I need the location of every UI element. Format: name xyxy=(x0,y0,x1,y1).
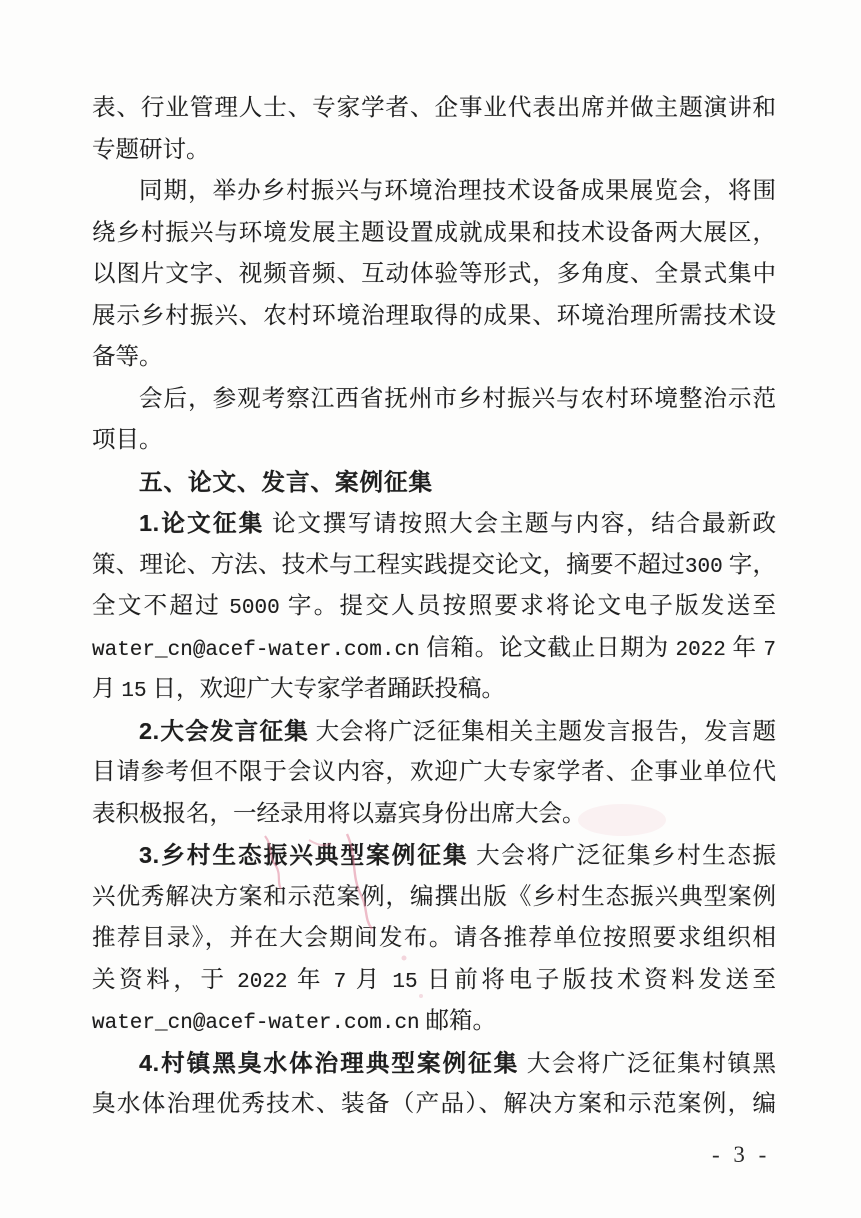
text-line xyxy=(92,171,776,213)
body-text: 日前将电子版技术资料发送至 xyxy=(417,966,777,993)
text-line xyxy=(92,254,776,296)
text-line xyxy=(92,835,776,877)
body-text: 月 xyxy=(346,966,393,993)
body-text: 字。提交人员按照要求将论文电子版发送至 xyxy=(279,593,777,619)
body-text: 会后，参观考察江西省抚州市乡村振兴与农村环境整治示范 xyxy=(139,385,776,412)
latin-text: 15 xyxy=(121,680,147,703)
body-text: 年 xyxy=(725,634,764,661)
text-line xyxy=(92,130,776,172)
text-line xyxy=(92,379,776,421)
body-text: 年 xyxy=(287,966,334,993)
text-line xyxy=(92,794,776,836)
bold-text: 1.论文征集 xyxy=(139,510,265,536)
body-text: 推荐目录》，并在大会期间发布。请各推荐单位按照要求组织相 xyxy=(92,925,776,951)
latin-text: 2022 xyxy=(675,638,726,662)
page-number: - 3 - xyxy=(712,1142,771,1167)
body-text: 全文不超过 xyxy=(92,593,230,619)
text-line xyxy=(92,628,776,670)
latin-text: 15 xyxy=(392,970,418,994)
text-line xyxy=(92,752,776,794)
text-line xyxy=(92,711,776,753)
latin-text: 7 xyxy=(763,638,777,662)
latin-text: 5000 xyxy=(229,597,280,620)
body-text: 以图片文字、视频音频、互动体验等形式，多角度、全景式集中 xyxy=(92,261,776,287)
bold-text: 2.大会发言征集 xyxy=(139,717,309,744)
body-text: 臭水体治理优秀技术、装备（产品）、解决方案和示范案例，编 xyxy=(92,1091,776,1117)
body-text: 绕乡村振兴与环境发展主题设置成就成果和技术设备两大展区， xyxy=(92,219,776,246)
body-text: 月 xyxy=(92,676,122,702)
body-text: 兴优秀解决方案和示范案例，编撰出版《乡村生态振兴典型案例 xyxy=(92,883,776,910)
body-text: 大会将广泛征集相关主题发言报告，发言题 xyxy=(309,718,777,745)
text-line xyxy=(92,918,776,960)
text-line xyxy=(92,296,776,338)
bold-text: 4.村镇黑臭水体治理典型案例征集 xyxy=(139,1049,520,1076)
email-text: water_cn@acef-water.com.cn xyxy=(92,1012,420,1035)
text-line xyxy=(92,877,776,919)
latin-text: 2022 xyxy=(237,970,288,994)
body-text: 大会将广泛征集乡村生态振 xyxy=(468,843,776,869)
body-text: 邮箱。 xyxy=(419,1008,497,1034)
body-text: 大会将广泛征集村镇黑 xyxy=(519,1050,776,1077)
text-line xyxy=(92,1001,776,1043)
text-line xyxy=(92,337,776,379)
body-text: 表、行业管理人士、专家学者、企事业代表出席并做主题演讲和 xyxy=(92,95,776,121)
text-line xyxy=(92,669,776,711)
text-line xyxy=(92,213,776,255)
body-text: 日，欢迎广大专家学者踊跃投稿。 xyxy=(146,676,505,702)
body-text: 表积极报名，一经录用将以嘉宾身份出席大会。 xyxy=(92,800,586,827)
body-text: 项目。 xyxy=(92,427,163,453)
text-line xyxy=(92,545,776,587)
body-text: 同期，举办乡村振兴与环境治理技术设备成果展览会，将围 xyxy=(139,178,776,204)
body-text: 字， xyxy=(722,551,777,578)
text-line xyxy=(92,586,776,628)
email-text: water_cn@acef-water.com.cn xyxy=(92,638,420,662)
text-line xyxy=(92,88,776,130)
text-line xyxy=(92,503,776,545)
text-line xyxy=(92,1084,776,1126)
body-text: 策、理论、方法、技术与工程实践提交论文，摘要不超过 xyxy=(92,551,685,578)
body-text: 论文撰写请按照大会主题与内容，结合最新政 xyxy=(264,511,777,537)
body-text: 信箱。论文截止日期为 xyxy=(419,634,676,661)
latin-text: 300 xyxy=(684,555,723,579)
body-text: 目请参考但不限于会议内容，欢迎广大专家学者、企事业单位代 xyxy=(92,759,776,785)
text-line xyxy=(92,960,776,1002)
latin-text: 7 xyxy=(333,970,347,994)
bold-text: 五、论文、发言、案例征集 xyxy=(139,468,433,495)
section-heading xyxy=(92,462,776,504)
body-text: 展示乡村振兴、农村环境治理取得的成果、环境治理所需技术设 xyxy=(92,302,776,329)
body-text: 备等。 xyxy=(92,344,163,370)
body-text: 专题研讨。 xyxy=(92,136,210,163)
document-body xyxy=(92,88,776,1126)
body-text: 关资料，于 xyxy=(92,966,238,993)
text-line xyxy=(92,1043,776,1085)
bold-text: 3.乡村生态振兴典型案例征集 xyxy=(139,842,469,868)
text-line xyxy=(92,420,776,462)
